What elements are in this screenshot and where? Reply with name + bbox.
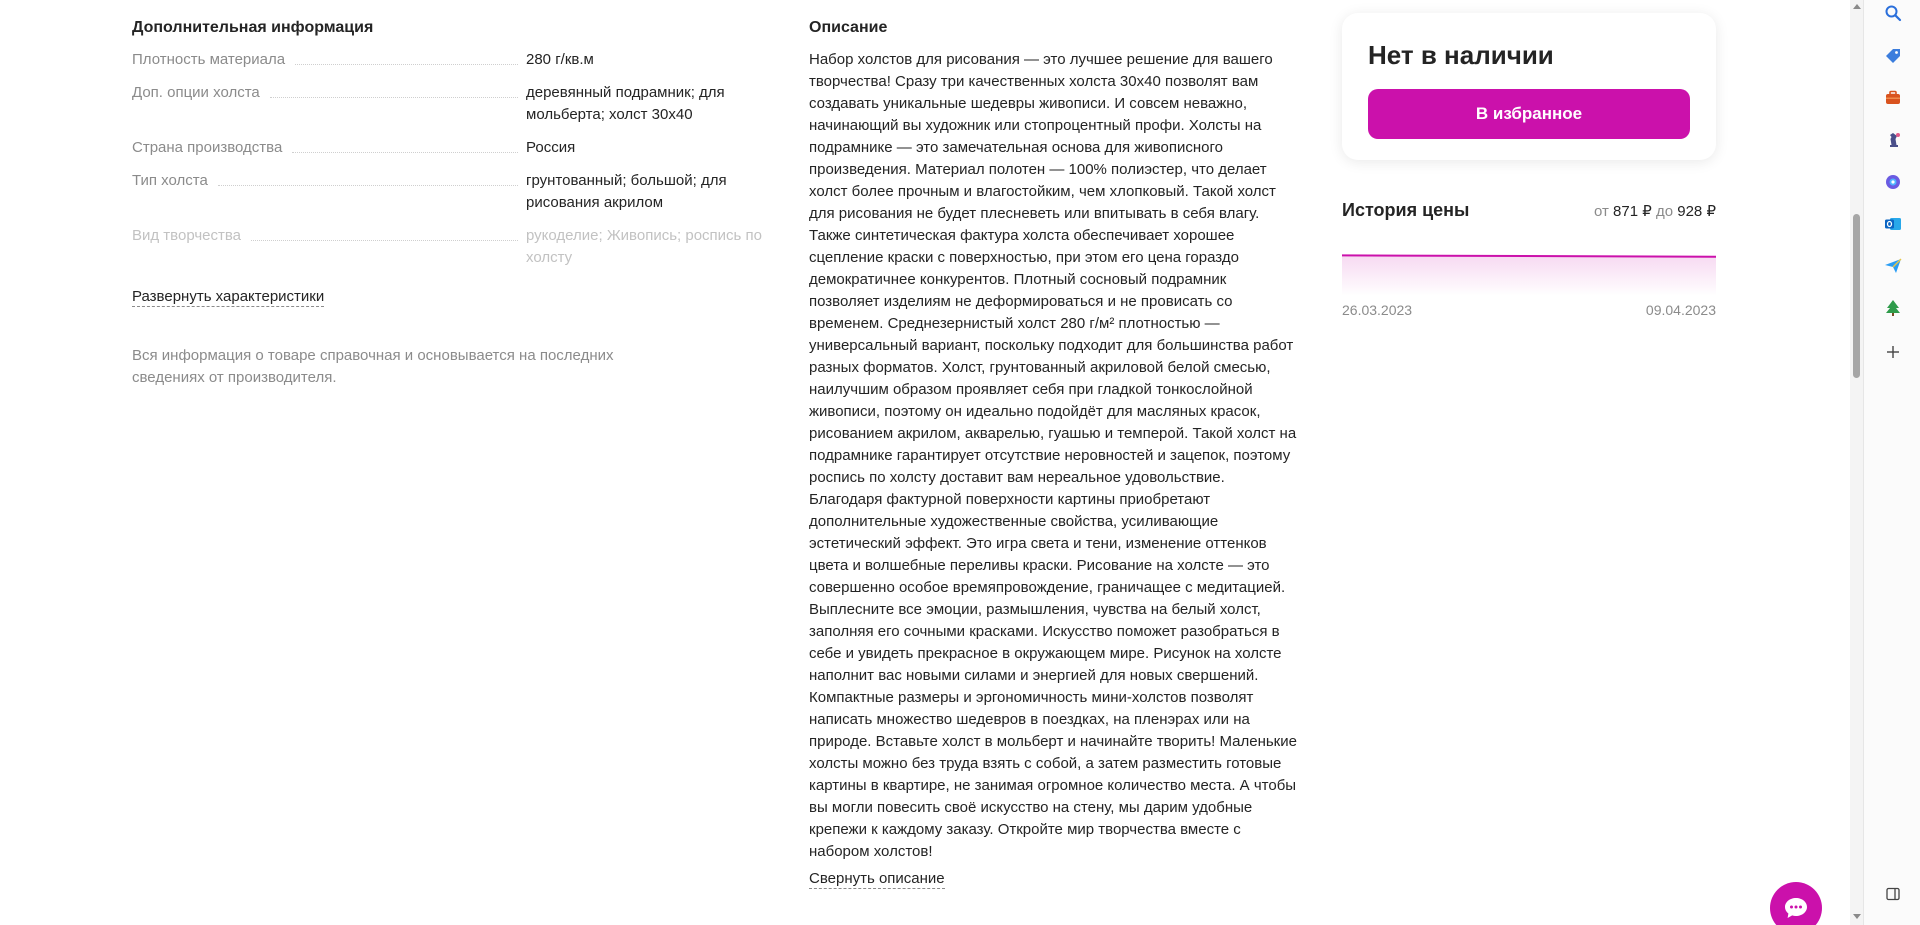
tag-icon[interactable] xyxy=(1883,46,1903,66)
expand-specs-link[interactable]: Развернуть характеристики xyxy=(132,288,325,305)
specs-section xyxy=(132,18,772,389)
browser-side-panel xyxy=(1863,0,1920,925)
price-history xyxy=(1342,200,1716,318)
paper-plane-icon[interactable] xyxy=(1883,256,1903,276)
copilot-icon[interactable] xyxy=(1883,172,1903,192)
price-history-line xyxy=(1342,255,1716,256)
spec-name: Плотность материала xyxy=(132,51,286,68)
stock-card xyxy=(1342,13,1716,160)
description-title: Описание xyxy=(809,19,888,36)
spec-row xyxy=(132,82,772,126)
spec-value: Россия xyxy=(526,139,576,156)
spec-name: Вид творчества xyxy=(132,227,241,244)
spec-row xyxy=(132,225,772,269)
description-text: Набор холстов для рисования — это лучшее решение для вашего творчества! Сразу три качественных холста 30х40 позволят вам создавать уникальные шедевры живописи. И совсем неважно, начинающий вы художник или стопроцентный профи. Холсты на подрамнике — это замечательная основа для живописного произведения. Материал полотен — 100% полиэстер, что делает холст более прочным и влагостойким, чем хлопковый. Такой холст для рисования не будет плесневеть или впитывать в себя влагу. Также синтетическая фактура холста обеспечивает хорошее сцепление краски с поверхностью, при этом его цена гораздо демократичнее конкурентов. Плотный сосновый подрамник позволяет изделиям не деформироваться и не провисать со временем. Среднезернистый холст 280 г/м² плотностью — универсальный вариант, поскольку подходит для большинства работ разных форматов. Холст, грунтованный акриловой белой смесью, наилучшим образом проявляет себя при гладкой тонкослойной живописи, поэтому он идеально подойдёт для масляных красок, рисованием акрилом, акварелью, гуашью и темперой. Такой холст на подрамнике гарантирует отсутствие неровностей и зацепок, поэтому роспись по холсту доставит вам нереальное удовольствие. Благодаря фактурной поверхности картины приобретают дополнительные художественные свойства, усиливающие эстетический эффект. Это игра света и тени, изменение оттенков цвета и волшебные переливы краски. Рисование на холсте — это совершенно особое времяпровождение, граничащее с медитацией. Выплесните все эмоции, размышления, чувства на белый холст, заполняя его сочными красками. Искусство поможет разобраться в себе и увидеть прекрасное в окружающем мире. Рисунок на холсте наполнит вас новыми силами и энергией для новых свершений. Компактные размеры и эргономичность мини-холстов позволят написать множество шедевров в поездках, на пленэрах или на природе. Вставьте холст в мольберт и начинайте творить! Маленькие холсты можно без труда взять с собой, а затем разместить готовые картины в квартире, не занимая огромное количество места. А чтобы вы могли повесить своё искусство на стену, мы дарим удобные крепежи к каждому заказу. Откройте мир творчества вместе с набором холстов! xyxy=(809,51,1297,860)
info-disclaimer: Вся информация о товаре справочная и основывается на последних сведениях от производителя. xyxy=(132,347,614,386)
spec-name: Доп. опции холста xyxy=(132,84,260,101)
collapse-description-link[interactable]: Свернуть описание xyxy=(809,870,945,887)
description-section xyxy=(809,18,1299,889)
spec-value: грунтованный; большой; для рисования акрилом xyxy=(526,172,727,211)
tree-icon[interactable] xyxy=(1883,298,1903,318)
briefcase-icon[interactable] xyxy=(1883,88,1903,108)
price-history-title: История цены xyxy=(1342,200,1470,220)
price-range xyxy=(1594,202,1716,220)
price-to-word: до xyxy=(1655,203,1674,220)
price-history-end-date: 09.04.2023 xyxy=(1645,302,1716,318)
sidebar-toggle-icon[interactable] xyxy=(1883,884,1903,904)
out-of-stock-title: Нет в наличии xyxy=(1368,40,1554,70)
scroll-up-arrow[interactable] xyxy=(1853,4,1861,9)
add-to-favorites-button[interactable]: В избранное xyxy=(1368,89,1690,139)
specs-title: Дополнительная информация xyxy=(132,19,374,36)
price-history-start-date: 26.03.2023 xyxy=(1342,302,1413,318)
spec-row xyxy=(132,170,772,214)
spec-name: Страна производства xyxy=(132,139,283,156)
price-from-word: от xyxy=(1593,203,1609,220)
chess-icon[interactable] xyxy=(1883,130,1903,150)
search-icon[interactable] xyxy=(1883,3,1903,23)
scroll-down-arrow[interactable] xyxy=(1853,914,1861,919)
page-scrollbar[interactable] xyxy=(1850,0,1863,925)
spec-row xyxy=(132,137,772,159)
spec-value: 280 г/кв.м xyxy=(526,51,594,68)
price-min: 871 ₽ xyxy=(1613,203,1652,220)
price-history-chart[interactable] xyxy=(1342,252,1716,296)
chat-bubble-icon xyxy=(1783,896,1809,920)
price-max: 928 ₽ xyxy=(1677,203,1716,220)
spec-name: Тип холста xyxy=(132,172,208,189)
add-icon[interactable] xyxy=(1883,342,1903,362)
spec-value: деревянный подрамник; для мольберта; холст 30х40 xyxy=(526,84,725,123)
price-history-area xyxy=(1342,255,1716,296)
outlook-icon[interactable] xyxy=(1883,214,1903,234)
spec-value: рукоделие; Живопись; роспись по холсту xyxy=(526,227,762,266)
spec-row xyxy=(132,49,772,71)
chat-button[interactable] xyxy=(1770,882,1822,925)
scroll-thumb[interactable] xyxy=(1853,214,1860,378)
